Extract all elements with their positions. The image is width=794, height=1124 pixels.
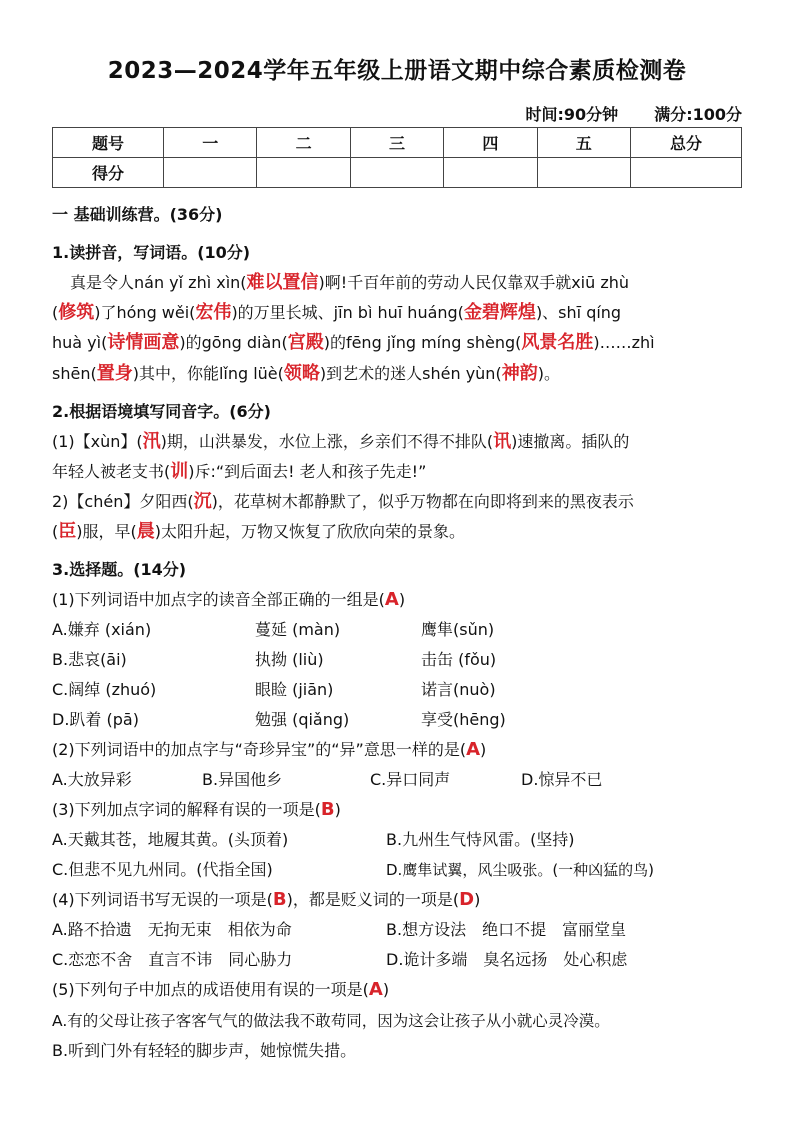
text: )……zhì	[593, 333, 655, 352]
answer: 讯	[493, 431, 512, 452]
score-table-row	[53, 158, 742, 188]
full-score: 满分:100分	[654, 105, 742, 124]
score-table	[52, 127, 742, 188]
q2-line-4	[52, 522, 465, 542]
answer: 臣	[58, 521, 77, 542]
text: )啊!千百年前的劳动人民仅靠双手就xiū zhù	[318, 273, 630, 292]
answer: 金碧辉煌	[463, 302, 536, 323]
text: huà yì(	[52, 333, 108, 352]
score-cell	[164, 158, 257, 188]
option: B.听到门外有轻轻的脚步声，她惊慌失措。	[52, 1041, 357, 1060]
option: B.悲哀(āi)	[52, 650, 127, 669]
answer: D	[459, 889, 475, 910]
text: )的fēng jǐng míng shèng(	[323, 333, 522, 352]
q1-line-2	[52, 303, 621, 323]
answer: 难以置信	[246, 272, 319, 293]
answer: 晨	[136, 521, 155, 542]
option: 蔓延 (màn)	[255, 620, 341, 639]
q3-1-stem	[52, 590, 405, 610]
answer: 置身	[96, 363, 133, 384]
score-cell	[257, 158, 350, 188]
text: )服，早(	[76, 522, 137, 541]
score-cell	[537, 158, 630, 188]
q3-4-stem	[52, 890, 480, 910]
text: (5)下列句子中加点的成语使用有误的一项是(	[52, 980, 369, 999]
text: )	[398, 590, 406, 609]
text: )	[474, 890, 481, 909]
text: )其中，你能lǐng lüè(	[132, 364, 284, 383]
option: A.有的父母让孩子客客气气的做法我不敢苟同，因为这会让孩子从小就心灵冷漠。	[52, 1012, 610, 1030]
q3-5-stem	[52, 980, 389, 1000]
q2-line-3	[52, 492, 634, 512]
option: 诺言(nuò)	[421, 680, 496, 699]
option: A.路不拾遗 无拘无束 相依为命	[52, 920, 292, 939]
score-cell	[350, 158, 443, 188]
text: 年轻人被老支书(	[52, 462, 171, 481]
header-cell: 三	[350, 128, 443, 158]
option: 鹰隼(sǔn)	[421, 620, 495, 639]
text: )。	[537, 364, 560, 383]
text: shēn(	[52, 364, 97, 383]
header-cell: 总分	[631, 128, 742, 158]
answer: B	[320, 799, 335, 820]
option: 执拗 (liù)	[255, 650, 324, 669]
answer: B	[272, 889, 287, 910]
q3-title: 3.选择题。(14分)	[52, 560, 187, 579]
row-label: 得分	[53, 158, 164, 188]
text: )	[334, 800, 341, 819]
text: )期，山洪暴发，水位上涨，乡亲们不得不排队(	[160, 432, 494, 451]
answer: 宫殿	[287, 332, 324, 353]
exam-meta	[526, 102, 742, 125]
section-heading: 一 基础训练营。(36分)	[52, 205, 223, 224]
answer: 风景名胜	[521, 332, 594, 353]
q2-line-1	[52, 432, 629, 452]
text: (3)下列加点字词的解释有误的一项是(	[52, 800, 321, 819]
option: B.九州生气恃风雷。(坚持)	[386, 830, 575, 849]
text: )的万里长城、jīn bì huī huáng(	[231, 303, 464, 322]
answer: 诗情画意	[107, 332, 180, 353]
option: A.天戴其苍，地履其黄。(头顶着)	[52, 830, 289, 849]
text: 2)【chén】夕阳西(	[52, 492, 194, 511]
header-cell: 四	[444, 128, 537, 158]
answer: 修筑	[58, 302, 95, 323]
text: )、shī qíng	[535, 303, 622, 322]
option: C.异口同声	[370, 770, 451, 789]
text: (4)下列词语书写无误的一项是(	[52, 890, 273, 909]
answer: 汛	[142, 431, 161, 452]
text: (	[52, 522, 59, 541]
text: )速撤离。插队的	[511, 432, 630, 451]
q1-line-3	[52, 333, 655, 353]
option: C.但悲不见九州同。(代指全国)	[52, 860, 273, 879]
q3-3-stem	[52, 800, 341, 820]
option: C.阔绰 (zhuó)	[52, 680, 157, 699]
score-cell	[444, 158, 537, 188]
score-table-header	[53, 128, 742, 158]
text: )	[480, 740, 487, 759]
page-title: 2023—2024学年五年级上册语文期中综合素质检测卷	[107, 58, 687, 84]
text: )斥:“到后面去! 老人和孩子先走!”	[188, 462, 427, 481]
option: D.趴着 (pā)	[52, 710, 139, 729]
text: )的gōng diàn(	[179, 333, 288, 352]
text: (	[52, 303, 59, 322]
text: )太阳升起，万物又恢复了欣欣向荣的景象。	[154, 522, 465, 541]
q2-title: 2.根据语境填写同音字。(6分)	[52, 402, 271, 421]
text: 真是令人nán yǐ zhì xìn(	[70, 273, 247, 292]
option: 击缶 (fǒu)	[421, 650, 497, 669]
text: (2)下列词语中的加点字与“奇珍异宝”的“异”意思一样的是(	[52, 740, 467, 759]
answer: 训	[170, 461, 189, 482]
option: A.大放异彩	[52, 770, 132, 789]
option: D.诡计多端 臭名远扬 处心积虑	[386, 950, 628, 969]
option: D.鹰隼试翼，风尘吸张。(一种凶猛的鸟)	[386, 861, 655, 879]
option: B.异国他乡	[202, 770, 283, 789]
answer: 神韵	[501, 363, 538, 384]
header-cell: 二	[257, 128, 350, 158]
text: )，花草树木都静默了，似乎万物都在向即将到来的黑夜表示	[211, 492, 634, 511]
text: )	[382, 980, 390, 999]
option: 眼睑 (jiān)	[255, 680, 334, 699]
option: D.惊异不已	[521, 770, 603, 789]
option: C.恋恋不舍 直言不讳 同心胁力	[52, 950, 293, 969]
option: A.嫌弃 (xián)	[52, 620, 152, 639]
q3-2-stem	[52, 740, 486, 760]
answer: A	[466, 739, 481, 760]
text: )了hóng wěi(	[94, 303, 196, 322]
header-cell: 一	[164, 128, 257, 158]
text: (1)【xùn】(	[52, 432, 143, 451]
time-limit: 时间:90分钟	[525, 105, 619, 124]
text: (1)下列词语中加点字的读音全部正确的一组是(	[52, 590, 385, 609]
q2-line-2	[52, 462, 426, 482]
header-cell: 题号	[53, 128, 164, 158]
option: 勉强 (qiǎng)	[255, 710, 350, 729]
option: 享受(hēng)	[421, 710, 506, 729]
answer: 宏伟	[195, 302, 232, 323]
score-cell	[631, 158, 742, 188]
q1-title: 1.读拼音，写词语。(10分)	[52, 243, 251, 262]
text: )，都是贬义词的一项是(	[286, 890, 460, 909]
answer: 领略	[283, 363, 320, 384]
text: )到艺术的迷人shén yùn(	[319, 364, 502, 383]
q1-line-1	[70, 273, 629, 293]
answer: A	[384, 589, 399, 610]
header-cell: 五	[537, 128, 630, 158]
answer: 沉	[193, 491, 212, 512]
q1-line-4	[52, 364, 560, 384]
answer: A	[368, 979, 383, 1000]
option: B.想方设法 绝口不提 富丽堂皇	[386, 920, 627, 939]
